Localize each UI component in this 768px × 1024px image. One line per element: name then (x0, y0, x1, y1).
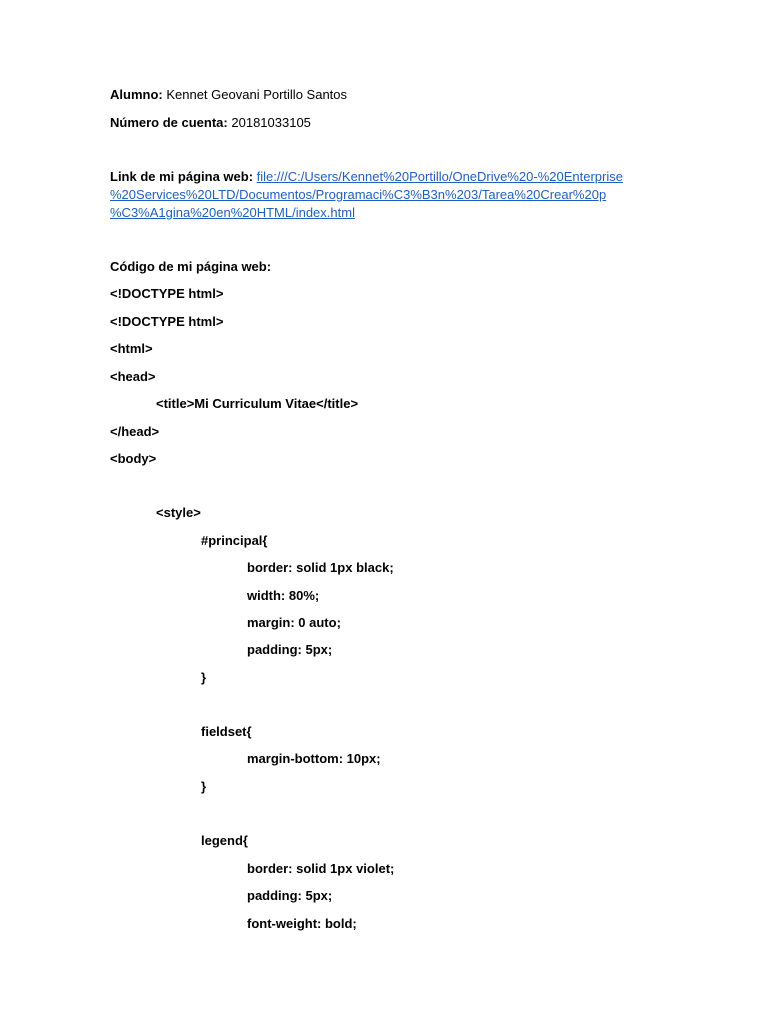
student-line (110, 87, 347, 103)
student-name: Kennet Geovani Portillo Santos (166, 87, 348, 102)
web-link-url-part-1[interactable]: file:///C:/Users/Kennet%20Portillo/OneDrive%20-%20Enterprise (256, 169, 623, 184)
code-line: border: solid 1px black; (247, 560, 394, 575)
code-line: margin-bottom: 10px; (247, 751, 381, 766)
web-link-line-1 (110, 169, 623, 185)
code-line: width: 80%; (247, 588, 320, 603)
web-link-line-2 (110, 187, 606, 203)
code-line: <body> (110, 451, 157, 466)
code-line: legend{ (201, 833, 248, 848)
code-line: margin: 0 auto; (247, 615, 341, 630)
code-line: <!DOCTYPE html> (110, 314, 224, 329)
code-line: <!DOCTYPE html> (110, 286, 224, 301)
student-label: Alumno: (110, 87, 163, 102)
account-number: 20181033105 (231, 115, 311, 130)
code-line: border: solid 1px violet; (247, 861, 395, 876)
web-link-line-3 (110, 205, 355, 221)
account-line (110, 115, 311, 131)
code-line: } (201, 779, 207, 794)
web-link-url-part-2[interactable]: %20Services%20LTD/Documentos/Programaci%C3%B3n%203/Tarea%20Crear%20p (110, 187, 607, 202)
code-line: #principal{ (201, 533, 268, 548)
code-line: font-weight: bold; (247, 916, 357, 931)
code-heading: Código de mi página web: (110, 259, 272, 274)
code-line: padding: 5px; (247, 888, 333, 903)
code-line: padding: 5px; (247, 642, 333, 657)
account-label: Número de cuenta: (110, 115, 228, 130)
code-line: </head> (110, 424, 160, 439)
code-line: <title>Mi Curriculum Vitae</title> (156, 396, 359, 411)
code-line: } (201, 670, 207, 685)
code-line: <head> (110, 369, 156, 384)
code-line: <html> (110, 341, 153, 356)
code-line: <style> (156, 505, 201, 520)
web-link-label: Link de mi página web: (110, 169, 254, 184)
code-line: fieldset{ (201, 724, 252, 739)
web-link-url-part-3[interactable]: %C3%A1gina%20en%20HTML/index.html (110, 205, 355, 220)
